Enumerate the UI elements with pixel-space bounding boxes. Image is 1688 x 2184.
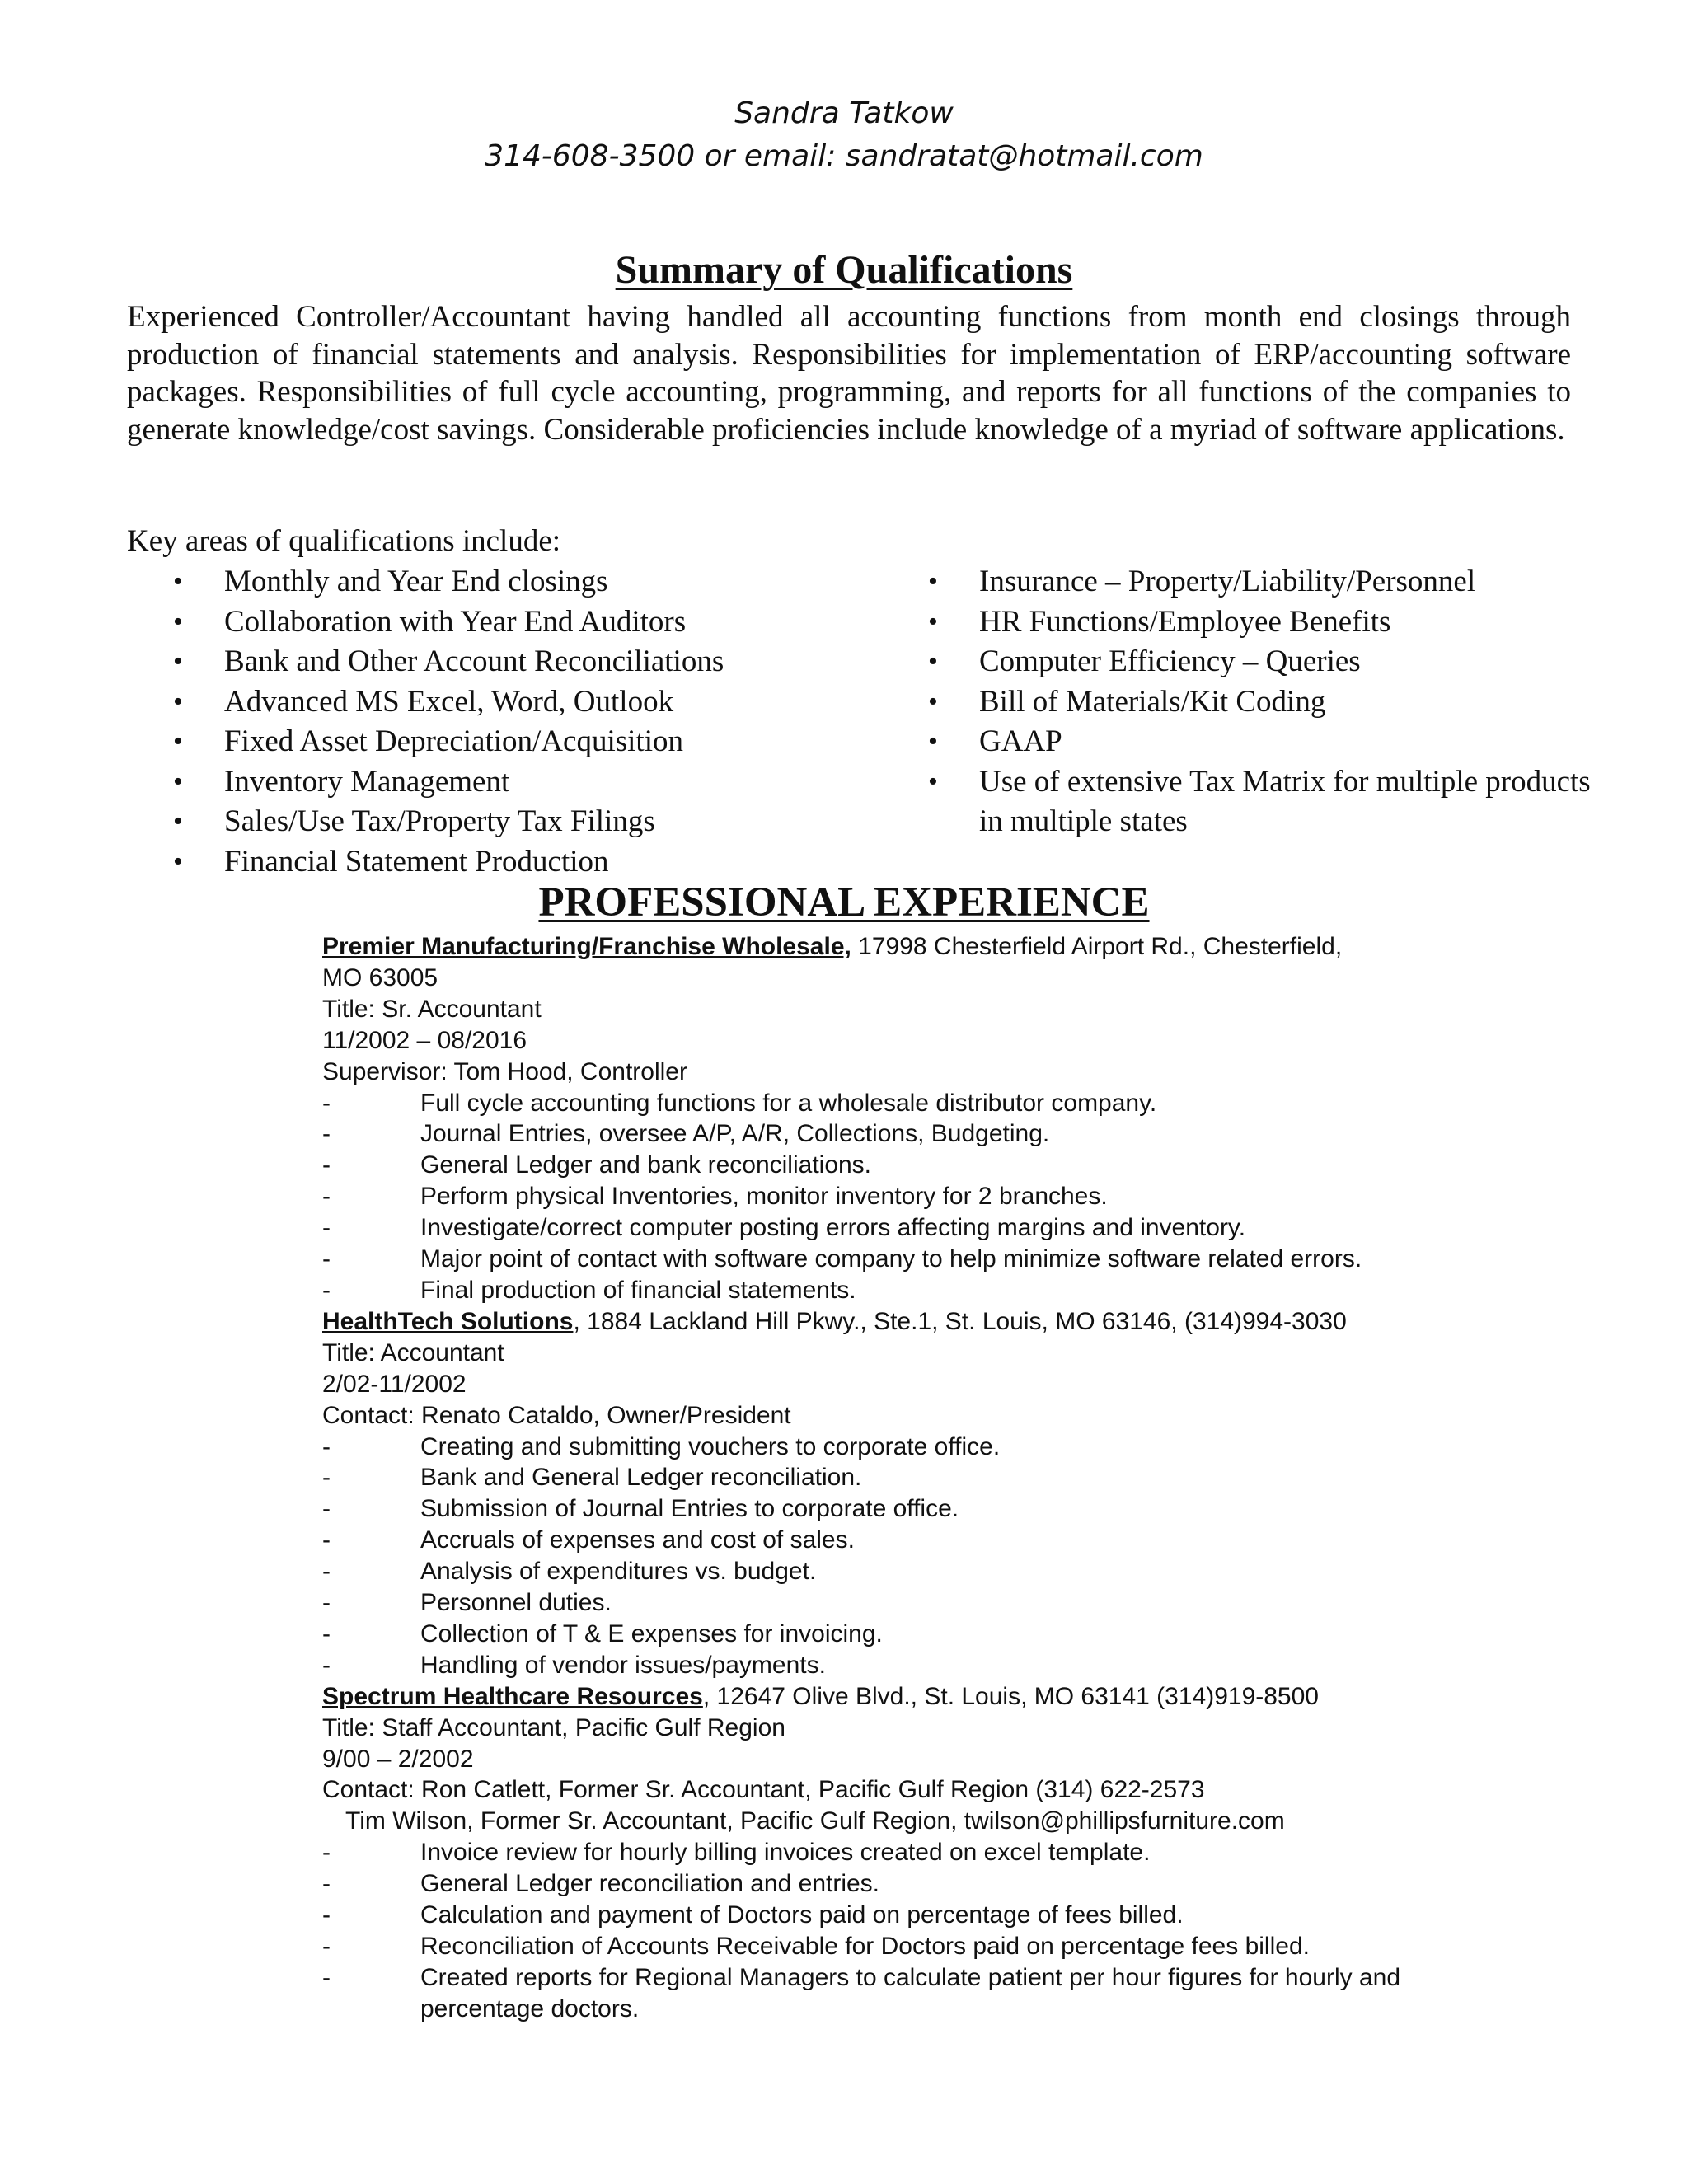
job-entry (322, 931, 1476, 1306)
qualifications-right-list (882, 562, 1591, 842)
company-line (322, 1681, 1476, 1713)
list-item: • Bank and Other Account Reconciliations (127, 642, 869, 682)
contact-line: 314-608-3500 or email: sandratat@hotmail.com (485, 139, 1203, 173)
duty-item: - Creating and submitting vouchers to corporate office. (322, 1432, 1001, 1460)
duty-item: - Calculation and payment of Doctors paid on percentage of fees billed. (322, 1901, 1184, 1929)
duty-item: - Analysis of expenditures vs. budget. (322, 1558, 817, 1586)
company-address: , 12647 Olive Blvd., St. Louis, MO 63141 (314)919-8500 (702, 1682, 1319, 1710)
company-name: Premier Manufacturing/Franchise Wholesale, (322, 933, 851, 960)
job-dates: 9/00 – 2/2002 (322, 1745, 474, 1773)
list-item: • HR Functions/Employee Benefits (882, 602, 1591, 643)
summary-paragraph: Experienced Controller/Accountant having handled all accounting functions from month end closings through production of financial statements and analysis. Responsibilities for implementation of ERP/accounting software packages. Responsibilities of full cycle accounting, programming, and reports for all functions of the companies to generate knowledge/cost savings. Considerable proficiencies include knowledge of a myriad of software applications. (127, 300, 1571, 447)
summary-heading: Summary of Qualifications (615, 248, 1073, 292)
key-areas-intro: Key areas of qualifications include: (127, 524, 561, 558)
duty-item: - Handling of vendor issues/payments. (322, 1651, 826, 1679)
company-address-cont: MO 63005 (322, 963, 438, 991)
duty-item: - Submission of Journal Entries to corporate office. (322, 1495, 959, 1523)
duty-item: - Bank and General Ledger reconciliation. (322, 1464, 862, 1492)
list-item: • Computer Efficiency – Queries (882, 642, 1591, 682)
list-item: • Use of extensive Tax Matrix for multiple products in multiple states (882, 762, 1591, 842)
job-title: Title: Sr. Accountant (322, 995, 542, 1023)
duty-item: - General Ledger reconciliation and entries. (322, 1870, 880, 1898)
list-item: • Insurance – Property/Liability/Personnel (882, 562, 1591, 602)
list-item: • Advanced MS Excel, Word, Outlook (127, 682, 869, 723)
duty-item: - Personnel duties. (322, 1589, 612, 1617)
duty-item: - Invoice review for hourly billing invoices created on excel template. (322, 1839, 1151, 1867)
duty-item: - Investigate/correct computer posting errors affecting margins and inventory. (322, 1214, 1246, 1242)
contact-header (0, 92, 1688, 178)
experience-section (322, 931, 1476, 2025)
list-item: • Financial Statement Production (127, 842, 869, 883)
job-title: Title: Accountant (322, 1338, 504, 1366)
duty-item: - Accruals of expenses and cost of sales. (322, 1526, 855, 1554)
job-entry (322, 1306, 1476, 1681)
company-line (322, 931, 1476, 963)
list-item: • GAAP (882, 722, 1591, 762)
candidate-name: Sandra Tatkow (734, 96, 954, 130)
job-dates: 11/2002 – 08/2016 (322, 1026, 528, 1054)
job-contact: Contact: Renato Cataldo, Owner/President (322, 1401, 791, 1429)
job-title: Title: Staff Accountant, Pacific Gulf Region (322, 1713, 785, 1741)
list-item: • Collaboration with Year End Auditors (127, 602, 869, 643)
duty-item: - Reconciliation of Accounts Receivable for Doctors paid on percentage fees billed. (322, 1933, 1310, 1960)
job-entry (322, 1681, 1476, 2025)
job-contact: Supervisor: Tom Hood, Controller (322, 1057, 687, 1085)
duty-item: - Journal Entries, oversee A/P, A/R, Collections, Budgeting. (322, 1120, 1050, 1148)
job-dates: 2/02-11/2002 (322, 1370, 467, 1398)
duty-item: - Created reports for Regional Managers to calculate patient per hour figures for hourly and percentage doctors. (322, 1963, 1400, 2022)
company-address: 17998 Chesterfield Airport Rd., Chesterfield, (851, 933, 1343, 960)
list-item: • Fixed Asset Depreciation/Acquisition (127, 722, 869, 762)
company-name: Spectrum Healthcare Resources (322, 1682, 703, 1710)
company-name: HealthTech Solutions (322, 1307, 574, 1335)
duty-item: - Perform physical Inventories, monitor inventory for 2 branches. (322, 1183, 1108, 1211)
job-contact: Contact: Ron Catlett, Former Sr. Accountant, Pacific Gulf Region (314) 622-2573 (322, 1776, 1205, 1804)
experience-heading: PROFESSIONAL EXPERIENCE (538, 879, 1150, 926)
duty-item: - General Ledger and bank reconciliations. (322, 1151, 872, 1179)
list-item: • Monthly and Year End closings (127, 562, 869, 602)
qualifications-left-list (127, 562, 869, 882)
duty-item: - Full cycle accounting functions for a wholesale distributor company. (322, 1089, 1157, 1117)
duty-item: - Final production of financial statements. (322, 1276, 856, 1304)
company-address: , 1884 Lackland Hill Pkwy., Ste.1, St. Louis, MO 63146, (314)994-3030 (573, 1307, 1347, 1335)
duty-item: - Collection of T & E expenses for invoicing. (322, 1619, 883, 1647)
duty-item: - Major point of contact with software company to help minimize software related errors. (322, 1245, 1362, 1273)
list-item: • Inventory Management (127, 762, 869, 803)
job-contact-secondary: Tim Wilson, Former Sr. Accountant, Pacific Gulf Region, twilson@phillipsfurniture.com (345, 1807, 1285, 1835)
list-item: • Bill of Materials/Kit Coding (882, 682, 1591, 723)
company-line (322, 1306, 1476, 1338)
list-item: • Sales/Use Tax/Property Tax Filings (127, 802, 869, 842)
